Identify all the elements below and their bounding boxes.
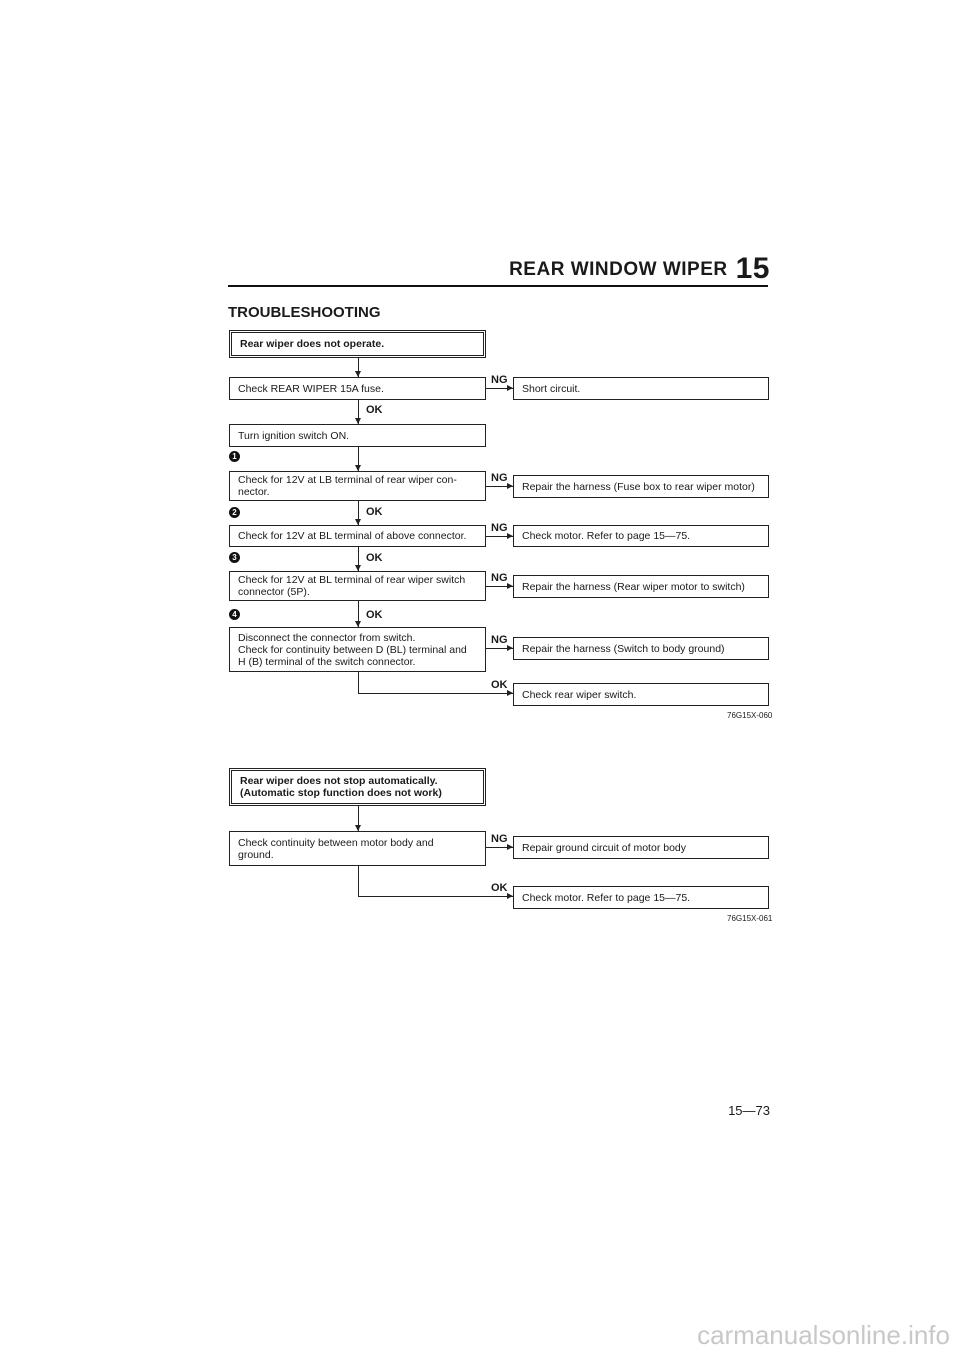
page-header-title — [509, 252, 770, 286]
ok-label: OK — [491, 882, 508, 894]
section-title: TROUBLESHOOTING — [228, 304, 381, 321]
result-box-1: Short circuit. — [513, 377, 769, 400]
step-marker-3: 3 — [229, 552, 240, 563]
watermark: carmanualsonline.info — [697, 1320, 950, 1350]
step-box-2: Turn ignition switch ON. — [229, 424, 486, 447]
chart2-title-box: Rear wiper does not stop automatically. (Automatic stop function does not work) — [229, 768, 486, 806]
ng-label: NG — [491, 572, 508, 584]
chart2-step-box: Check continuity between motor body and ground. — [229, 831, 486, 866]
ok-label: OK — [491, 679, 508, 691]
result-box-5: Repair the harness (Switch to body ground) — [513, 637, 769, 660]
figure-code-2: 76G15X-061 — [727, 914, 773, 923]
ng-label: NG — [491, 374, 508, 386]
step-box-5: Check for 12V at BL terminal of rear wiper switch connector (5P). — [229, 571, 486, 601]
ok-label: OK — [366, 552, 383, 564]
step-marker-1: 1 — [229, 451, 240, 462]
figure-code-1: 76G15X-060 — [727, 711, 773, 720]
step-box-6: Disconnect the connector from switch. Check for continuity between D (BL) terminal and H (B) terminal of the switch connector. — [229, 627, 486, 672]
result-box-6: Check rear wiper switch. — [513, 683, 769, 706]
header-title-text: REAR WINDOW WIPER — [509, 259, 728, 280]
ng-label: NG — [491, 634, 508, 646]
chart2-result-box-1: Repair ground circuit of motor body — [513, 836, 769, 859]
step-marker-2: 2 — [229, 507, 240, 518]
result-box-4: Repair the harness (Rear wiper motor to switch) — [513, 575, 769, 598]
page-number: 15—73 — [728, 1103, 770, 1118]
step-box-1: Check REAR WIPER 15A fuse. — [229, 377, 486, 400]
chart1-title-box: Rear wiper does not operate. — [229, 330, 486, 358]
step-box-4: Check for 12V at BL terminal of above connector. — [229, 525, 486, 547]
header-rule — [228, 285, 768, 287]
ok-line — [358, 896, 513, 897]
ok-label: OK — [366, 506, 383, 518]
ng-label: NG — [491, 472, 508, 484]
step-box-3: Check for 12V at LB terminal of rear wiper con- nector. — [229, 471, 486, 501]
ok-line — [358, 693, 513, 694]
ok-label: OK — [366, 609, 383, 621]
result-box-2: Repair the harness (Fuse box to rear wiper motor) — [513, 475, 769, 498]
chart2-result-box-2: Check motor. Refer to page 15—75. — [513, 886, 769, 909]
chapter-number: 15 — [735, 252, 770, 285]
ng-label: NG — [491, 522, 508, 534]
ok-label: OK — [366, 404, 383, 416]
connector-line — [358, 672, 359, 693]
result-box-3: Check motor. Refer to page 15—75. — [513, 525, 769, 547]
step-marker-4: 4 — [229, 609, 240, 620]
ng-label: NG — [491, 833, 508, 845]
connector-line — [358, 866, 359, 896]
